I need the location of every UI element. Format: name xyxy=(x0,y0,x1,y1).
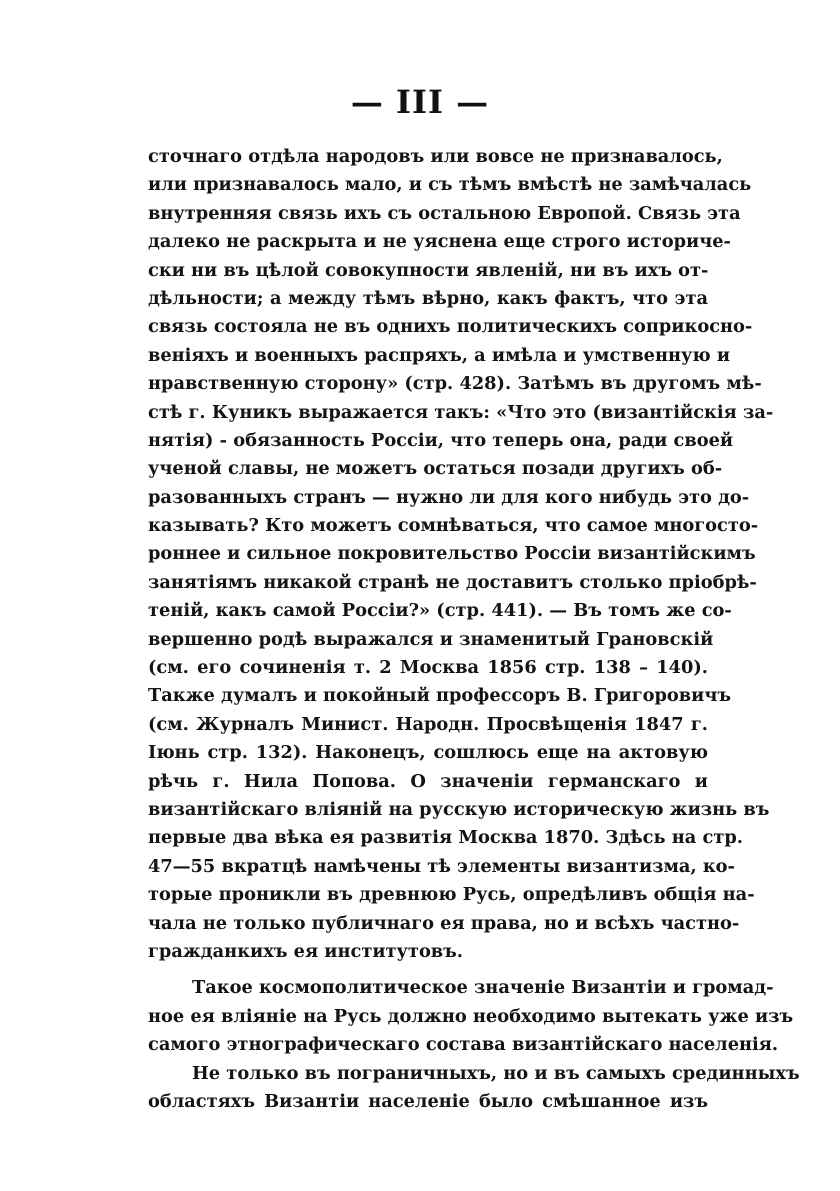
text-line: казывать? Кто можетъ сомнѣваться, что самое многосто- xyxy=(148,515,759,537)
text-line: византійскаго вліяній на русскую историческую жизнь въ xyxy=(148,798,770,820)
text-line: (см. Журналъ Минист. Народн. Просвѣщенія 1847 г. xyxy=(148,713,708,735)
text-line: самого этнографическаго состава византійскаго населенія. xyxy=(148,1034,779,1056)
text-line: разованныхъ странъ — нужно ли для кого нибудь это до- xyxy=(148,486,750,508)
text-line: (см. его сочиненія т. 2 Москва 1856 стр. 138 – 140). xyxy=(148,657,708,679)
text-line: чала не только публичнаго ея права, но и всѣхъ частно- xyxy=(148,912,740,934)
page-number: — III — xyxy=(350,83,490,121)
text-line: Іюнь стр. 132). Наконецъ, сошлюсь еще на актовую xyxy=(148,742,708,764)
text-line: сточнаго отдѣла народовъ или вовсе не признавалось, xyxy=(148,146,723,167)
paragraph-gap xyxy=(148,966,708,974)
text-line: внутренняя связь ихъ съ остальною Европой. Связь эта xyxy=(148,202,741,224)
paragraph xyxy=(148,143,774,966)
text-line: дѣльности; а между тѣмъ вѣрно, какъ фактъ, что эта xyxy=(148,287,708,309)
body-text xyxy=(148,143,800,1116)
text-line: 47—55 вкратцѣ намѣчены тѣ элементы византизма, ко- xyxy=(148,855,735,877)
text-line: рѣчь г. Нила Попова. О значеніи германскаго и xyxy=(148,770,708,792)
text-line: нятія) - обязанность Россіи, что теперь она, ради своей xyxy=(148,429,734,451)
text-line: теній, какъ самой Россіи?» (стр. 441). — Въ томъ же со- xyxy=(148,600,732,622)
text-line: или признавалось мало, и съ тѣмъ вмѣстѣ не замѣчалась xyxy=(148,174,752,196)
text-line: вершенно родѣ выражался и знаменитый Грановскій xyxy=(148,628,714,650)
text-line: ски ни въ цѣлой совокупности явленій, ни въ ихъ от- xyxy=(148,259,709,281)
text-line: далеко не раскрыта и не уяснена еще строго историче- xyxy=(148,231,731,253)
text-line: роннее и сильное покровительство Россіи византійскимъ xyxy=(148,543,756,565)
text-line: торые проникли въ древнюю Русь, опредѣливъ общія на- xyxy=(148,884,755,906)
text-line: связь состояла не въ однихъ политическихъ соприкосно- xyxy=(148,316,753,338)
text-line: занятіямъ никакой странѣ не доставитъ столько пріобрѣ- xyxy=(148,571,757,593)
text-line: Такое космополитическое значеніе Византіи и громад- xyxy=(192,977,774,999)
text-line: гражданкихъ ея институтовъ. xyxy=(148,940,463,962)
text-line: веніяхъ и военныхъ распряхъ, а имѣла и умственную и xyxy=(148,344,731,366)
text-line: стѣ г. Куникъ выражается такъ: «Что это (византійскія за- xyxy=(148,401,774,423)
paragraph xyxy=(148,974,794,1059)
text-line: ученой славы, не можетъ остаться позади другихъ об- xyxy=(148,458,723,480)
text-line: первые два вѣка ея развитія Москва 1870. Здѣсь на стр. xyxy=(148,827,743,849)
text-line: ное ея вліяніе на Русь должно необходимо вытекать уже изъ xyxy=(148,1005,794,1027)
paragraph xyxy=(148,1060,800,1117)
text-line: областяхъ Византіи населеніе было смѣшанное изъ xyxy=(148,1090,708,1112)
text-line: Не только въ пограничныхъ, но и въ самыхъ срединныхъ xyxy=(192,1062,800,1084)
text-line: нравственную сторону» (стр. 428). Затѣмъ въ другомъ мѣ- xyxy=(148,373,762,395)
text-line: Также думалъ и покойный профессоръ В. Григоровичъ xyxy=(148,685,731,707)
